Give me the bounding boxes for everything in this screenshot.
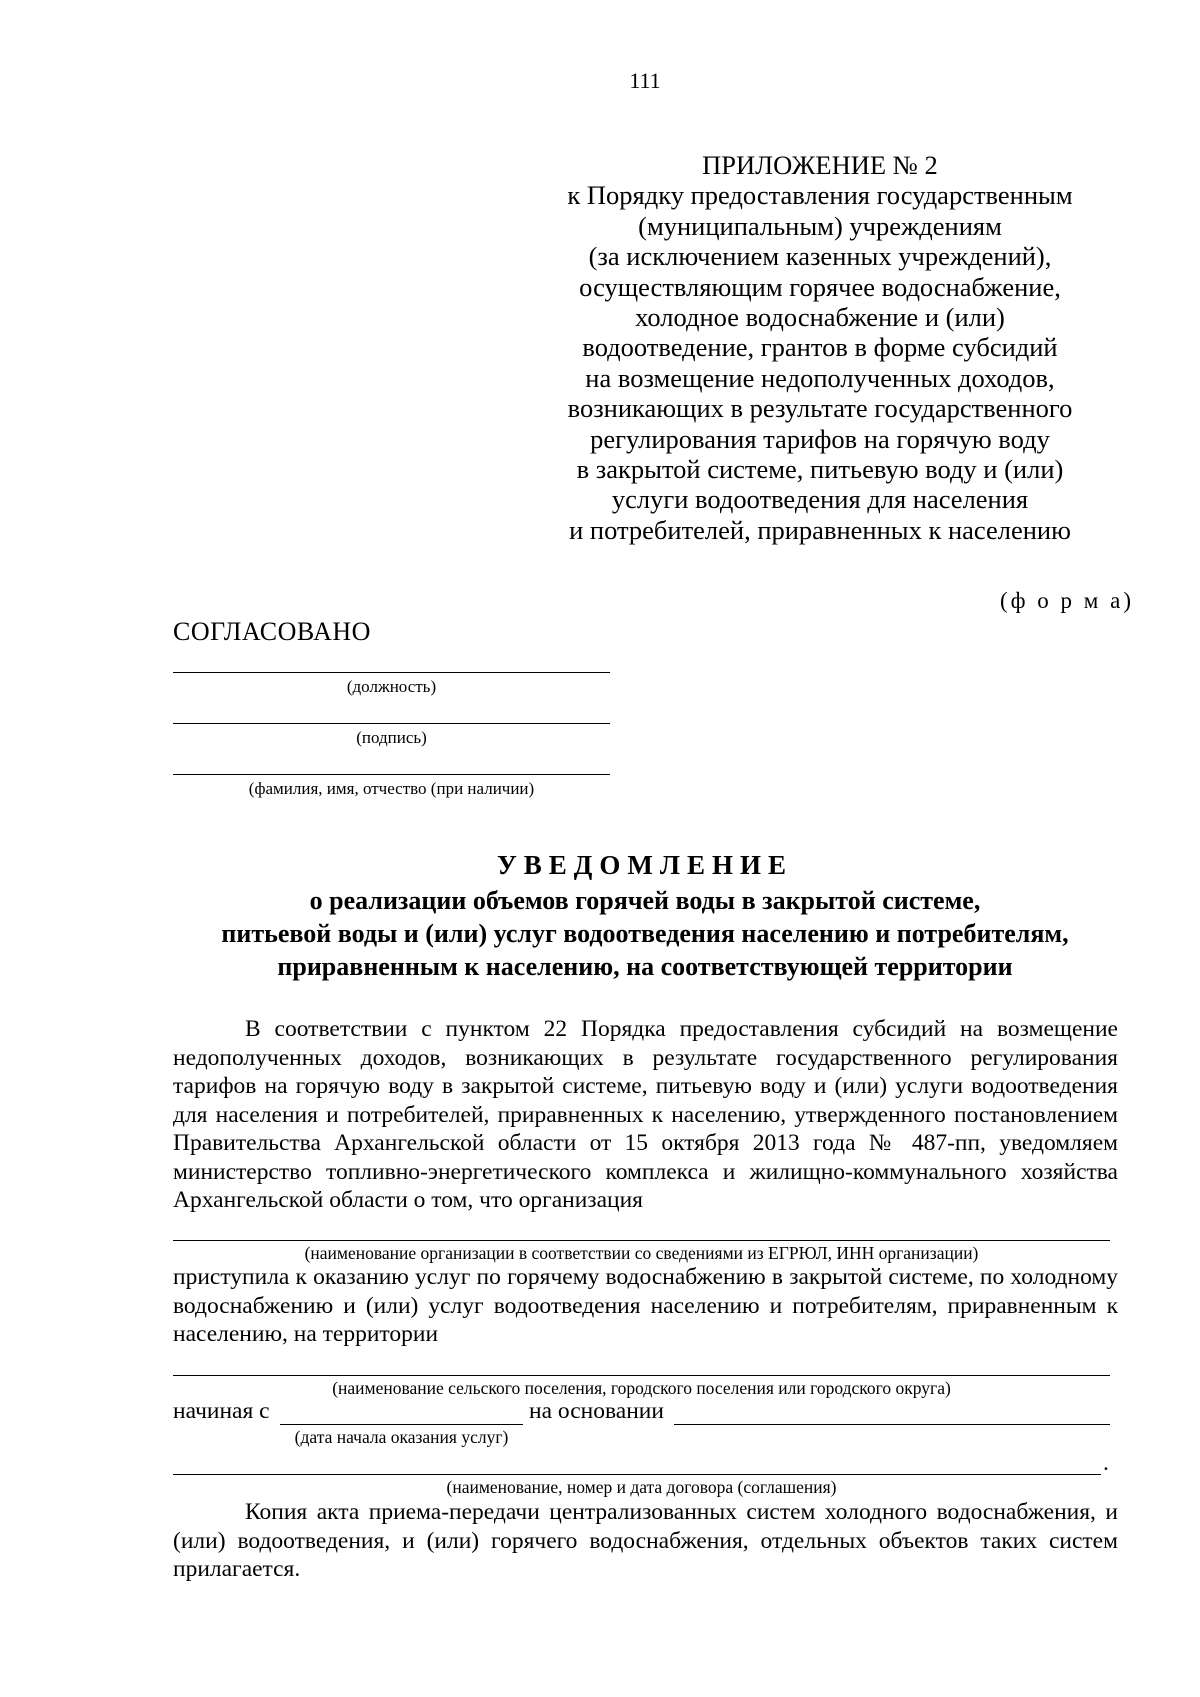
- agreed-title: СОГЛАСОВАНО: [173, 617, 371, 646]
- notice-subtitle-line: о реализации объемов горячей воды в закрытой системе,: [309, 886, 981, 915]
- appendix-line: (за исключением казенных учреждений),: [588, 241, 1052, 272]
- organization-caption: (наименование организации в соответствии со сведениями из ЕГРЮЛ, ИНН организации): [304, 1243, 979, 1263]
- paragraph-started: приступила к оказанию услуг по горячему водоснабжению в закрытой системе, по холодному водоснабжению и (или) услуг водоотведения населению и потребителям, приравненным к населению, на территории: [173, 1264, 1118, 1347]
- notice-subtitle-line: питьевой воды и (или) услуг водоотведения населению и потребителям,: [221, 919, 1069, 948]
- signature-caption: (подпись): [356, 728, 427, 747]
- signature-line[interactable]: [173, 723, 610, 724]
- basis-label: на основании: [529, 1398, 664, 1424]
- contract-caption: (наименование, номер и дата договора (соглашения): [446, 1477, 837, 1497]
- appendix-line: холодное водоснабжение и (или): [635, 302, 1005, 333]
- position-caption: (должность): [346, 677, 437, 696]
- appendix-line: регулирования тарифов на горячую воду: [590, 423, 1050, 454]
- appendix-line: осуществляющим горячее водоснабжение,: [579, 271, 1061, 302]
- contract-period: .: [1103, 1450, 1109, 1476]
- contract-line[interactable]: [173, 1474, 1101, 1475]
- form-label: (ф о р м а): [1000, 588, 1134, 613]
- appendix-line: на возмещение недополученных доходов,: [585, 362, 1055, 393]
- notice-title: УВЕДОМЛЕНИЕ: [496, 850, 794, 880]
- territory-caption: (наименование сельского поселения, городского поселения или городского округа): [332, 1378, 951, 1398]
- notice-subtitle-line: приравненным к населению, на соответствующей территории: [277, 952, 1013, 981]
- appendix-line: услуги водоотведения для населения: [611, 484, 1029, 515]
- name-caption: (фамилия, имя, отчество (при наличии): [248, 779, 535, 798]
- notice-subtitle: [0, 884, 1200, 983]
- appendix-title: ПРИЛОЖЕНИЕ № 2: [702, 150, 938, 180]
- page-number: 111: [629, 68, 661, 93]
- appendix-header: [520, 150, 1120, 545]
- start-date-line[interactable]: [280, 1424, 523, 1425]
- basis-line[interactable]: [674, 1424, 1110, 1425]
- paragraph-copy: Копия акта приема-передачи централизованных систем холодного водоснабжения, и (или) водоотведения, и (или) горячего водоснабжения, отдельных объектов таких систем прилагается.: [173, 1499, 1118, 1582]
- start-date-caption: (дата начала оказания услуг): [294, 1427, 509, 1447]
- appendix-line: возникающих в результате государственного: [567, 393, 1073, 424]
- territory-line[interactable]: [173, 1375, 1110, 1376]
- paragraph-intro: В соответствии с пунктом 22 Порядка предоставления субсидий на возмещение недополученных доходов, возникающих в результате государственного регулирования тарифов на горячую воду в закрытой системе, питьевую воду и (или) услуги водоотведения для населения и потребителей, приравненных к населению, утвержденного постановлением Правительства Архангельской области от 15 октября 2013 года № 487-пп, уведомляем министерство топливно-энергетического комплекса и жилищно-коммунального хозяйства Архангельской области о том, что организация: [173, 1016, 1118, 1213]
- appendix-line: и потребителей, приравненных к населению: [569, 514, 1071, 545]
- appendix-line: к Порядку предоставления государственным: [567, 180, 1073, 211]
- name-line[interactable]: [173, 774, 610, 775]
- position-line[interactable]: [173, 672, 610, 673]
- organization-line[interactable]: [173, 1240, 1110, 1241]
- appendix-line: (муниципальным) учреждениям: [638, 210, 1002, 241]
- starting-label: начиная с: [173, 1398, 270, 1424]
- appendix-line: в закрытой системе, питьевую воду и (или): [576, 454, 1064, 485]
- appendix-line: водоотведение, грантов в форме субсидий: [582, 332, 1058, 363]
